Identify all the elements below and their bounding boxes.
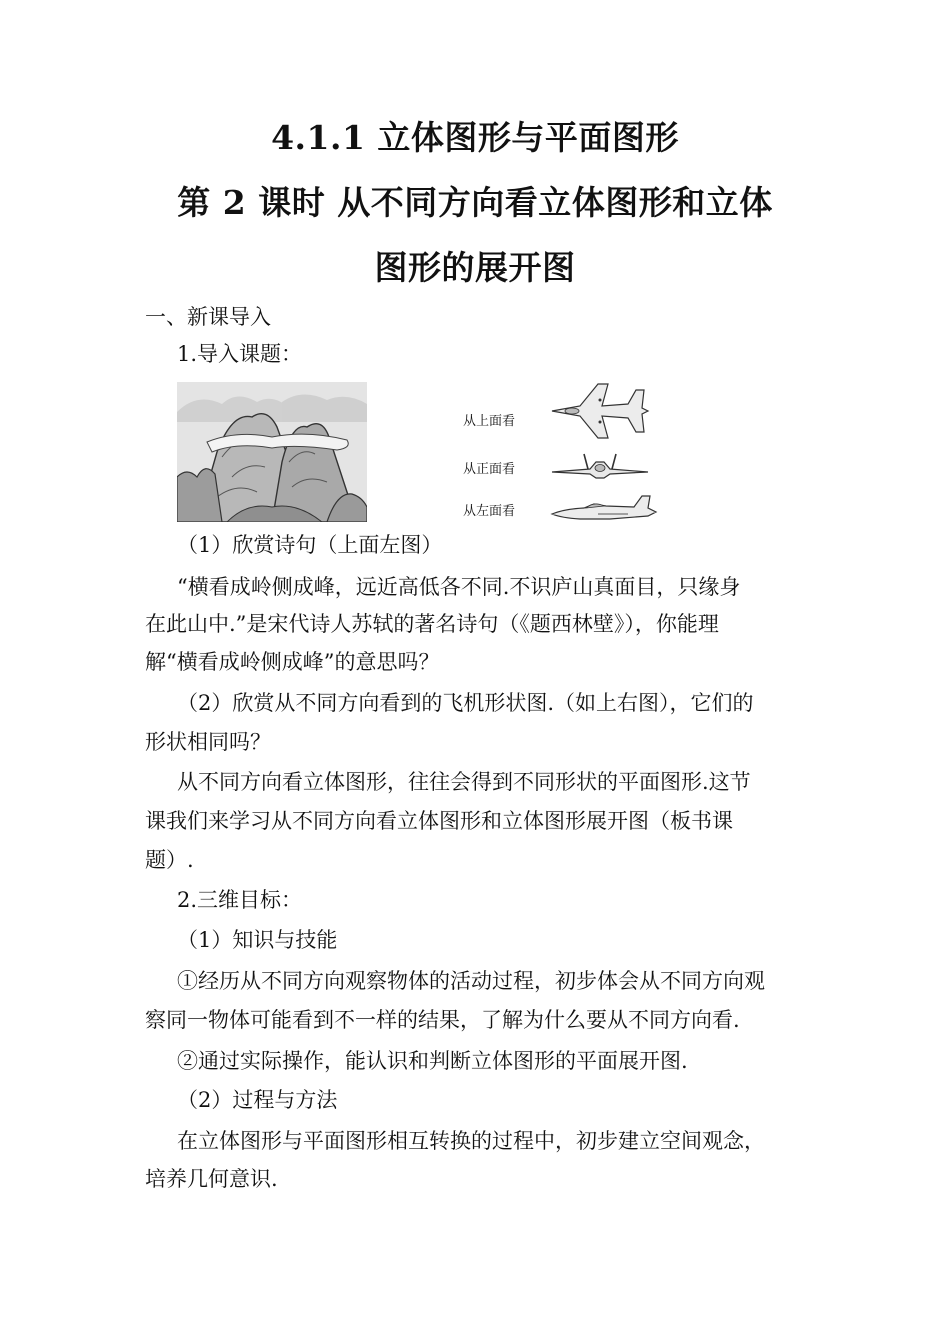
subsection-topic: 1.导入课题： xyxy=(177,342,303,366)
view-label-top: 从上面看 xyxy=(463,414,516,429)
objective-item1-line2: 察同一物体可能看到不一样的结果，了解为什么要从不同方向看. xyxy=(145,1008,740,1032)
paragraph-intro-line1: 从不同方向看立体图形，往往会得到不同形状的平面图形.这节 xyxy=(177,770,751,794)
objective-process-heading: （2）过程与方法 xyxy=(177,1088,338,1112)
document-title: 4.1.1 立体图形与平面图形 xyxy=(271,118,679,157)
paragraph-poem-line3: 解“横看成岭侧成峰”的意思吗？ xyxy=(145,650,440,674)
paragraph-intro-line2: 课我们来学习从不同方向看立体图形和立体图形展开图（板书课 xyxy=(145,809,733,833)
objective-process-line2: 培养几何意识. xyxy=(145,1167,278,1191)
lesson-subtitle-line2: 图形的展开图 xyxy=(374,248,576,287)
objective-process-line1: 在立体图形与平面图形相互转换的过程中，初步建立空间观念， xyxy=(177,1129,765,1153)
paragraph-intro-line3: 题）. xyxy=(145,848,194,872)
objective-item1-line1: ①经历从不同方向观察物体的活动过程，初步体会从不同方向观 xyxy=(177,969,765,993)
paragraph-plane-line2: 形状相同吗？ xyxy=(145,730,271,754)
objective-item2: ②通过实际操作，能认识和判断立体图形的平面展开图. xyxy=(177,1049,688,1073)
item-poem-heading: （1）欣赏诗句（上面左图） xyxy=(177,533,443,557)
airplane-top-view-icon xyxy=(550,378,650,444)
section-heading-intro: 一、新课导入 xyxy=(145,305,271,329)
objective-knowledge-heading: （1）知识与技能 xyxy=(177,928,338,952)
paragraph-plane-line1: （2）欣赏从不同方向看到的飞机形状图.（如上右图），它们的 xyxy=(177,691,754,715)
paragraph-poem-line2: 在此山中.”是宋代诗人苏轼的著名诗句（《题西林壁》），你能理 xyxy=(145,612,719,636)
subsection-objectives: 2.三维目标： xyxy=(177,888,303,912)
lesson-subtitle-line1: 第 2 课时 从不同方向看立体图形和立体 xyxy=(177,183,773,222)
paragraph-poem-line1: “横看成岭侧成峰，远近高低各不同.不识庐山真面目，只缘身 xyxy=(177,575,741,599)
view-label-left: 从左面看 xyxy=(463,504,516,519)
airplane-side-view-icon xyxy=(550,492,658,524)
airplane-views-figure xyxy=(455,372,665,527)
view-label-front: 从正面看 xyxy=(463,462,516,477)
airplane-front-view-icon xyxy=(550,452,650,482)
mountain-illustration xyxy=(177,382,367,522)
